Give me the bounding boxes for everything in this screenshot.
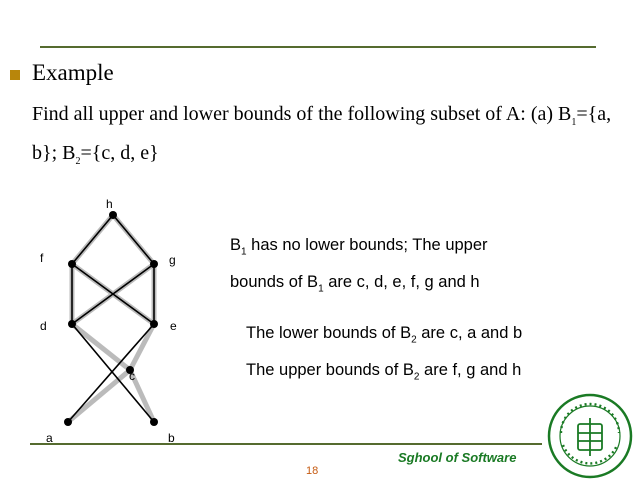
edge-h-f: [72, 215, 113, 264]
b2-bounds-text: [246, 318, 636, 393]
node-f: [68, 260, 76, 268]
page-number: 18: [306, 465, 319, 477]
square-bullet-icon: [10, 70, 20, 80]
footer-school-name: Sghool of Software: [398, 450, 517, 465]
node-b: [150, 418, 158, 426]
b2-upper-bounds: The upper bounds of $B_2$ are f, g and h: [246, 361, 522, 383]
hasse-diagram: [30, 190, 200, 450]
node-g: [150, 260, 158, 268]
node-label-e: e: [170, 319, 177, 333]
problem-statement: Find all upper and lower bounds of the following subset of A: (a) $B_1=\{a$, b}; $B_2=\{c$, d, e}: [32, 103, 612, 167]
b1-bounds-text: $B_1$ has no lower bounds; The upper bounds of $B_1$ are c, d, e, f, g and h: [230, 236, 488, 295]
node-label-c: c: [129, 369, 135, 383]
node-a: [64, 418, 72, 426]
node-label-g: g: [169, 253, 176, 267]
node-label-d: d: [40, 319, 47, 333]
node-label-b: b: [168, 431, 175, 445]
slide-heading: Example: [32, 60, 114, 85]
edge-h-g: [113, 215, 154, 264]
node-e: [150, 320, 158, 328]
node-label-f: f: [40, 251, 44, 265]
top-divider: [40, 46, 596, 48]
node-label-h: h: [106, 197, 113, 211]
node-d: [68, 320, 76, 328]
bottom-divider: [30, 443, 542, 445]
university-seal-icon: [547, 393, 633, 479]
b2-lower-bounds: The lower bounds of $B_2$ are c, a and b: [246, 324, 523, 346]
node-h: [109, 211, 117, 219]
node-label-a: a: [46, 431, 53, 445]
